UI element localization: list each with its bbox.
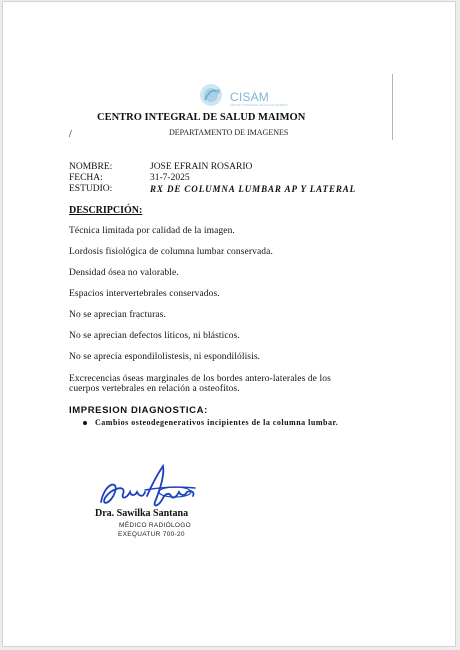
description-line: No se aprecian defectos líticos, ni blásticos.	[69, 331, 240, 341]
date-value: 31-7-2025	[150, 173, 190, 183]
description-line: cuerpos vertebrales en relación a osteofitos.	[69, 384, 240, 394]
impression-heading: IMPRESION DIAGNOSTICA:	[69, 405, 208, 416]
name-label: NOMBRE:	[69, 162, 113, 172]
impression-item	[83, 418, 338, 427]
signer-name: Dra. Sawilka Santana	[95, 508, 189, 519]
study-value: RX DE COLUMNA LUMBAR AP Y LATERAL	[150, 184, 357, 194]
margin-line	[392, 74, 393, 140]
impression-text: Cambios osteodegenerativos incipientes de la columna lumbar.	[95, 418, 339, 427]
logo-text: CISAM	[230, 90, 270, 104]
department-title: DEPARTAMENTO DE IMAGENES	[169, 128, 289, 137]
handwritten-signature	[97, 462, 207, 512]
description-line: No se aprecia espondilolistesis, ni espondilólisis.	[69, 352, 261, 362]
logo-subtext: CENTRO INTEGRAL DE SALUD MAIMON	[230, 103, 288, 107]
description-line: Lordosis fisiológica de columna lumbar conservada.	[69, 247, 273, 257]
description-line: Técnica limitada por calidad de la imagen.	[69, 226, 235, 236]
slash-mark: /	[69, 129, 72, 140]
bullet-icon	[83, 421, 87, 425]
description-heading: DESCRIPCIÓN:	[69, 205, 143, 216]
description-line: Densidad ósea no valorable.	[69, 268, 179, 278]
organization-title: CENTRO INTEGRAL DE SALUD MAIMON	[97, 112, 306, 123]
study-label: ESTUDIO:	[69, 184, 113, 194]
description-line: Excrecencias óseas marginales de los bordes antero-laterales de los	[69, 374, 331, 384]
report-page	[2, 1, 456, 647]
description-line: No se aprecian fracturas.	[69, 310, 166, 320]
date-label: FECHA:	[69, 173, 103, 183]
signer-role: MÉDICO RADIÓLOGO	[119, 522, 191, 529]
description-line: Espacios intervertebrales conservados.	[69, 289, 220, 299]
signer-license: EXEQUATUR 700-20	[118, 531, 185, 538]
name-value: JOSE EFRAIN ROSARIO	[150, 162, 253, 172]
